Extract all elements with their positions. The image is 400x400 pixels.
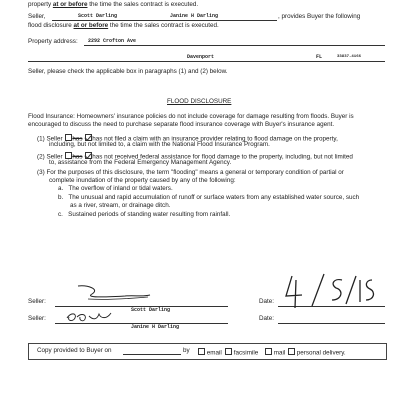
item2-num: (2): [37, 153, 45, 161]
item1-line2: including, but not limited to, a claim with the National Flood Insurance Program.: [49, 141, 270, 148]
flood-insurance-line1: Flood Insurance: Homeowners' insurance policies do not include coverage for damage resulting from floods. Buyer is: [28, 113, 354, 120]
subitem-a-letter: a.: [58, 185, 64, 192]
copy-option-mail[interactable]: [264, 348, 285, 357]
copy-option-email[interactable]: [197, 348, 222, 357]
subitem-b-letter: b.: [58, 194, 64, 201]
seller1-printed: Scott Darling: [131, 307, 171, 313]
item2-has-not-checkbox[interactable]: [85, 152, 92, 159]
date-label-1: Date:: [259, 298, 275, 305]
intro-line: [28, 2, 198, 8]
seller2-name: Janine H Darling: [170, 12, 219, 19]
subitem-b-text: The unusual and rapid accumulation of runoff or surface waters from any established water source, such: [68, 194, 360, 201]
intro-prefix: property: [28, 1, 53, 8]
item1-has-not-checkbox[interactable]: [85, 134, 92, 141]
seller2-printed: Janine H Darling: [131, 324, 180, 330]
item1-has-not-text: has not filed a claim with an insurance provider relating to flood damage on the property,: [92, 135, 338, 143]
property-state: FL: [316, 54, 323, 60]
seller-sign-label-2: Seller:: [28, 315, 46, 322]
personal-checkbox[interactable]: [288, 348, 295, 355]
email-label: email: [206, 349, 222, 357]
disclosure-emphasis: at or before: [73, 22, 109, 29]
subitem-b: [58, 195, 359, 201]
item1-num: (1): [37, 135, 45, 143]
subitem-c-letter: c.: [58, 211, 63, 218]
property-address-label: Property address:: [28, 38, 78, 45]
property-street-line: [84, 45, 385, 46]
property-city: Davenport: [187, 54, 215, 60]
item3-text: For the purposes of this disclosure, the term "flooding" means a general or temporary condition of partial or: [46, 169, 344, 176]
seller-sign-label-1: Seller:: [28, 298, 46, 305]
intro-emphasis: at or before: [52, 1, 88, 8]
item2-seller: Seller: [46, 153, 63, 161]
date-line-2: [278, 323, 385, 324]
item2-has-not-text: has not received federal assistance for flood damage to the property, including, but not limited: [92, 153, 353, 161]
subitem-b-line2: as a river, stream, or drainage ditch.: [70, 202, 171, 209]
item2-has-label: has: [72, 153, 83, 161]
subitem-a-text: The overflow of inland or tidal waters.: [68, 185, 173, 192]
property-city-line: [28, 61, 385, 62]
item2-has-checkbox[interactable]: [65, 152, 72, 159]
disclosure-suffix: the time the sales contract is executed.: [108, 22, 219, 29]
facsimile-label: facsimile: [233, 349, 259, 357]
property-street: 2292 Crofton Ave: [88, 38, 137, 44]
seller-label: Seller,: [28, 13, 46, 20]
copy-option-facsimile[interactable]: [224, 348, 258, 357]
item3-line2: complete inundation of the property caused by any of the following:: [49, 177, 236, 184]
subitem-a: [58, 186, 173, 192]
property-zip: 33837-4166: [337, 55, 362, 59]
facsimile-checkbox[interactable]: [225, 348, 232, 355]
disclosure-prefix: flood disclosure: [28, 22, 74, 29]
item3-line1: [37, 170, 344, 176]
copy-provided-box: [28, 343, 387, 360]
item1-has-checkbox[interactable]: [65, 134, 72, 141]
seller-name-line: [52, 20, 277, 21]
flood-insurance-line2: encouraged to discuss the need to purchase separate flood insurance coverage with Buyer's insurance agent.: [28, 121, 335, 128]
seller-suffix: , provides Buyer the following: [278, 13, 361, 20]
copy-provided-text: Copy provided to Buyer on: [37, 347, 112, 354]
personal-label: personal delivery.: [296, 349, 346, 357]
item2-line2: to, assistance from the Federal Emergency Management Agency.: [49, 159, 232, 166]
email-checkbox[interactable]: [198, 348, 205, 355]
mail-checkbox[interactable]: [265, 348, 272, 355]
subitem-c-text: Sustained periods of standing water resulting from rainfall.: [68, 211, 231, 218]
seller1-name: Scott Darling: [78, 12, 118, 19]
subitem-c: [58, 212, 230, 218]
mail-label: mail: [273, 349, 286, 357]
seller1-signature: [70, 283, 160, 307]
instructions: Seller, please check the applicable box in paragraphs (1) and (2) below.: [28, 68, 228, 75]
copy-date-line[interactable]: [123, 354, 181, 355]
intro-suffix: the time the sales contract is executed.: [87, 1, 199, 8]
copy-by-text: by: [183, 347, 190, 354]
section-title: FLOOD DISCLOSURE: [167, 98, 232, 105]
disclosure-line: [28, 23, 219, 29]
seller2-signature: [63, 308, 123, 326]
handwritten-date: [282, 270, 382, 310]
copy-option-personal[interactable]: [287, 348, 346, 357]
date-label-2: Date:: [259, 315, 275, 322]
item3-num: (3): [37, 169, 45, 176]
item1-seller: Seller: [46, 135, 63, 143]
item1-has-label: has: [72, 135, 83, 143]
